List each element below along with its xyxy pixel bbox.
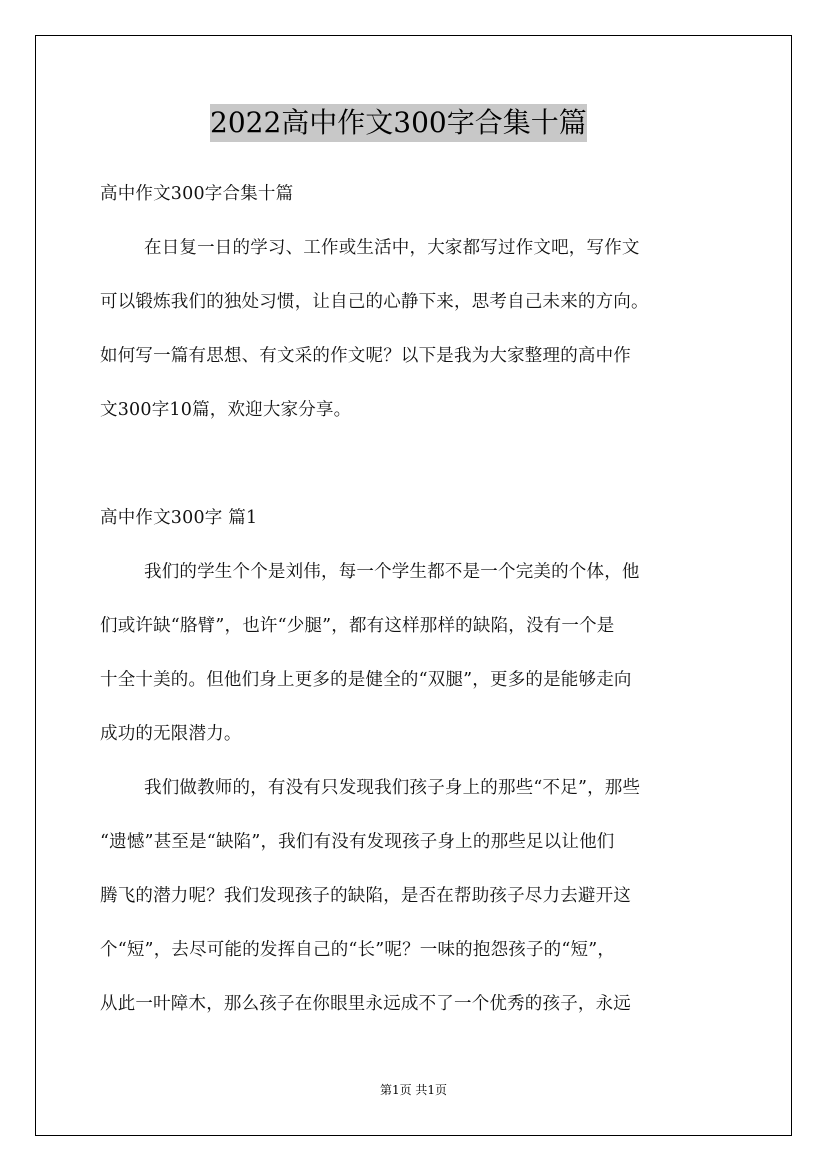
paragraph-line: 从此一叶障木，那么孩子在你眼里永远成不了一个优秀的孩子，永远 bbox=[100, 994, 631, 1014]
paragraph-line: 成功的无限潜力。 bbox=[100, 724, 242, 744]
paragraph-line: 个“短”，去尽可能的发挥自己的“长”呢？一味的抱怨孩子的“短”， bbox=[100, 940, 616, 960]
document-title: 2022高中作文300字合集十篇 bbox=[210, 104, 587, 142]
paragraph-line: 我们的学生个个是刘伟，每一个学生都不是一个完美的个体，他 bbox=[144, 562, 640, 582]
paragraph-line: 们或许缺“胳臂”，也许“少腿”，都有这样那样的缺陷，没有一个是 bbox=[100, 616, 615, 636]
paragraph-line: 文300字10篇，欢迎大家分享。 bbox=[100, 400, 352, 420]
section-heading: 高中作文300字 篇1 bbox=[100, 508, 258, 528]
paragraph-line: 十全十美的。但他们身上更多的是健全的“双腿”，更多的是能够走向 bbox=[100, 670, 632, 690]
paragraph-line: 在日复一日的学习、工作或生活中，大家都写过作文吧，写作文 bbox=[144, 238, 640, 258]
subtitle-line: 高中作文300字合集十篇 bbox=[100, 184, 294, 204]
paragraph-line: “遗憾”甚至是“缺陷”，我们有没有发现孩子身上的那些足以让他们 bbox=[100, 832, 615, 852]
paragraph-line: 可以锻炼我们的独处习惯，让自己的心静下来，思考自己未来的方向。 bbox=[100, 292, 649, 312]
paragraph-line: 我们做教师的，有没有只发现我们孩子身上的那些“不足”，那些 bbox=[144, 778, 641, 798]
paragraph-line: 腾飞的潜力呢？我们发现孩子的缺陷，是否在帮助孩子尽力去避开这 bbox=[100, 886, 631, 906]
page-footer: 第1页 共1页 bbox=[379, 1083, 448, 1097]
paragraph-line: 如何写一篇有思想、有文采的作文呢？以下是我为大家整理的高中作 bbox=[100, 346, 631, 366]
